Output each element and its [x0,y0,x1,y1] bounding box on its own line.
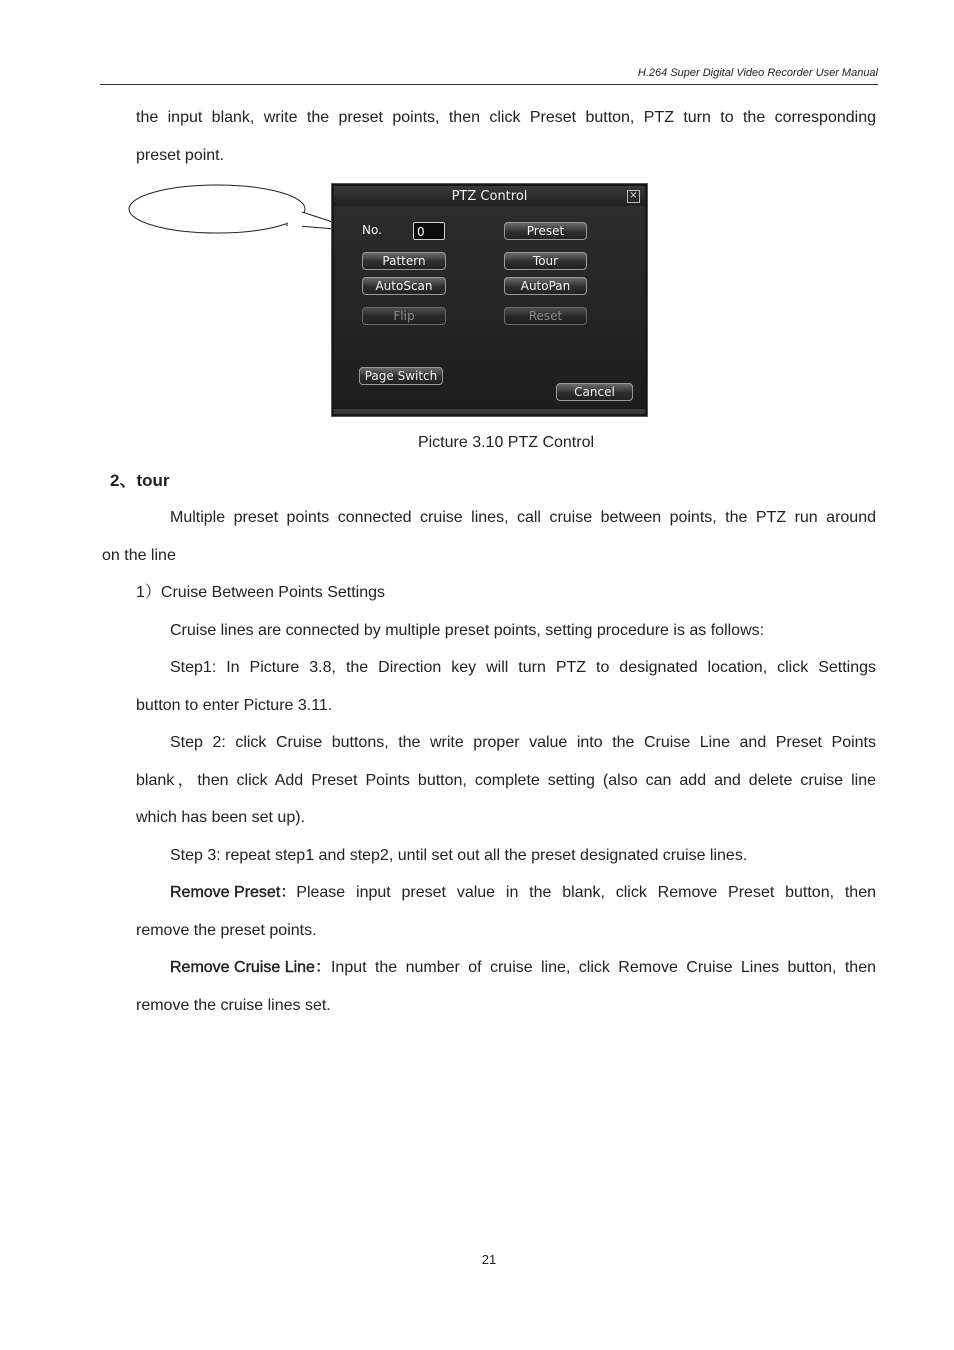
dialog-titlebar [334,186,645,207]
step1-line-1: Step1: In Picture 3.8, the Direction key will turn PTZ to designated location, click Settings [170,659,876,676]
figure-caption: Picture 3.10 PTZ Control [417,434,595,451]
no-input[interactable]: 0 [413,222,445,240]
p1-line-1: Multiple preset points connected cruise lines, call cruise between points, the PTZ run around [170,509,876,526]
remove-preset-line-2: remove the preset points. [136,922,317,939]
dialog-title: PTZ Control [451,189,528,204]
subheading-cruise-settings: 1）Cruise Between Points Settings [136,584,386,601]
intro-line-1: the input blank, write the preset points, then click Preset button, PTZ turn to the corresponding [136,109,876,126]
remove-preset-line-1 [170,874,876,912]
flip-button[interactable]: Flip [362,307,446,325]
step2-line-3: which has been set up). [136,809,305,826]
cancel-button[interactable]: Cancel [556,383,633,401]
header-divider [100,84,878,85]
no-label: No. [362,223,382,237]
p1-line-2: on the line [102,547,176,564]
step2-line-1: Step 2: click Cruise buttons, the write proper value into the Cruise Line and Preset Points [170,734,876,751]
dialog-footer-strip [334,409,645,414]
page-switch-button[interactable]: Page Switch [359,367,443,385]
tour-button[interactable]: Tour [504,252,587,270]
section-heading: 2、tour [110,471,170,490]
remove-preset-label: Remove Preset： [170,884,297,901]
intro-line-2: preset point. [136,147,225,164]
autopan-button[interactable]: AutoPan [504,277,587,295]
step1-line-2: button to enter Picture 3.11. [136,697,333,714]
page-number: 21 [481,1252,497,1267]
callout-bubble [128,184,306,234]
remove-cruise-line-2: remove the cruise lines set. [136,997,331,1014]
remove-cruise-label: Remove Cruise Line： [170,959,331,976]
running-header: H.264 Super Digital Video Recorder User Manual [637,67,878,79]
pattern-button[interactable]: Pattern [362,252,446,270]
p2-text: Cruise lines are connected by multiple preset points, setting procedure is as follows: [170,622,765,639]
step2-line-2: blank，then click Add Preset Points button, complete setting (also can add and delete cruise line [136,772,876,789]
close-icon[interactable]: × [627,190,640,203]
remove-preset-text: Please input preset value in the blank, click Remove Preset button, then [296,884,876,901]
autoscan-button[interactable]: AutoScan [362,277,446,295]
reset-button[interactable]: Reset [504,307,587,325]
remove-cruise-line-1 [170,949,876,987]
ptz-control-dialog [331,183,648,417]
step3-text: Step 3: repeat step1 and step2, until set out all the preset designated cruise lines. [170,847,748,864]
preset-button[interactable]: Preset [504,222,587,240]
remove-cruise-text: Input the number of cruise line, click Remove Cruise Lines button, then [330,959,876,976]
